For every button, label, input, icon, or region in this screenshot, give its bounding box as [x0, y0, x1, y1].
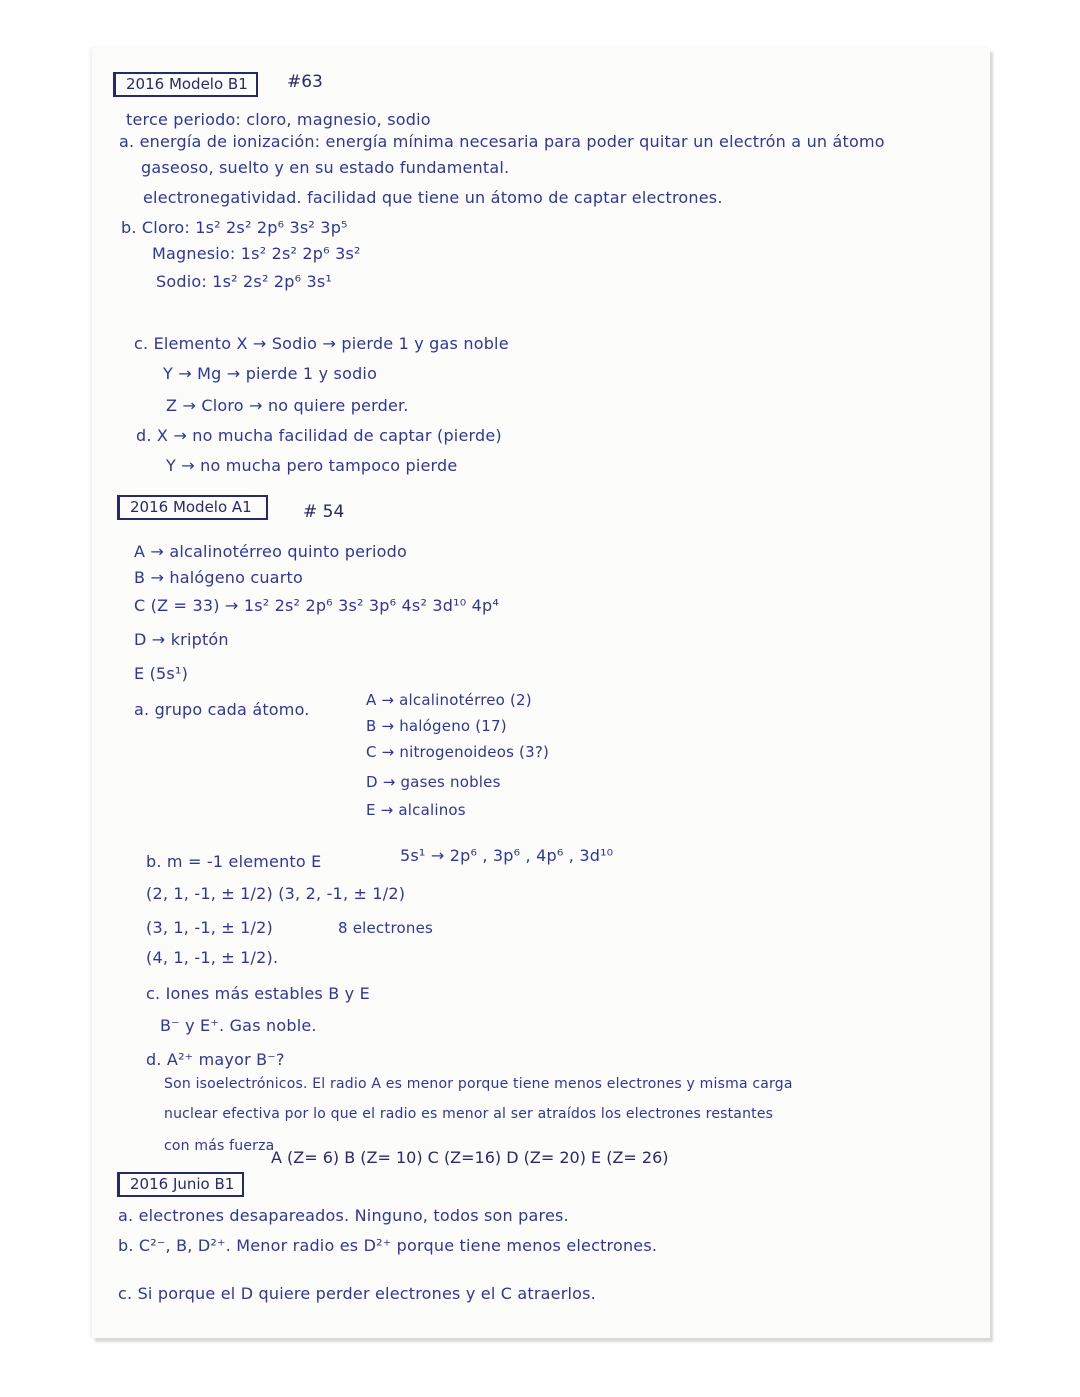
note-line: B⁻ y E⁺. Gas noble. [160, 1016, 317, 1035]
section-header-modelo-b1: 2016 Modelo B1 [113, 72, 258, 97]
note-line: E (5s¹) [134, 664, 189, 683]
note-line: electronegatividad. facilidad que tiene un átomo de captar electrones. [143, 188, 723, 207]
note-line: a. energía de ionización: energía mínima necesaria para poder quitar un electrón a un átomo [119, 132, 885, 151]
note-line: C → nitrogenoideos (3?) [366, 743, 550, 761]
note-line: E → alcalinos [366, 801, 466, 819]
note-line: A → alcalinotérreo quinto periodo [134, 542, 407, 561]
exercise-number: #63 [287, 72, 323, 92]
note-line: Sodio: 1s² 2s² 2p⁶ 3s¹ [156, 272, 333, 291]
note-line: c. Iones más estables B y E [146, 984, 370, 1003]
note-line: A → alcalinotérreo (2) [366, 691, 532, 709]
note-line: Z → Cloro → no quiere perder. [166, 396, 409, 415]
note-line: Y → Mg → pierde 1 y sodio [163, 364, 378, 383]
note-line: d. X → no mucha facilidad de captar (pierde) [136, 426, 502, 445]
note-line: 5s¹ → 2p⁶ , 3p⁶ , 4p⁶ , 3d¹⁰ [400, 846, 614, 865]
note-line: Magnesio: 1s² 2s² 2p⁶ 3s² [152, 244, 361, 263]
note-line: d. A²⁺ mayor B⁻? [146, 1050, 285, 1069]
note-line: (4, 1, -1, ± 1/2). [146, 948, 279, 967]
note-line: B → halógeno (17) [366, 717, 507, 735]
note-line: C (Z = 33) → 1s² 2s² 2p⁶ 3s² 3p⁶ 4s² 3d¹⁰ 4p⁴ [134, 596, 499, 615]
note-line: D → gases nobles [366, 773, 501, 791]
note-line: Son isoelectrónicos. El radio A es menor porque tiene menos electrones y misma carga [164, 1076, 793, 1092]
note-line: c. Si porque el D quiere perder electrones y el C atraerlos. [118, 1284, 596, 1303]
note-line: 8 electrones [338, 919, 434, 937]
note-line: D → kriptón [134, 630, 229, 649]
note-line: terce periodo: cloro, magnesio, sodio [126, 110, 431, 129]
note-line: B → halógeno cuarto [134, 568, 303, 587]
note-line: b. Cloro: 1s² 2s² 2p⁶ 3s² 3p⁵ [121, 218, 348, 237]
note-line: a. grupo cada átomo. [134, 700, 310, 719]
exercise-number: # 54 [303, 502, 345, 522]
section-header-modelo-a1: 2016 Modelo A1 [117, 495, 268, 520]
note-line: b. C²⁻, B, D²⁺. Menor radio es D²⁺ porque tiene menos electrones. [118, 1236, 658, 1255]
section-header-junio-b1: 2016 Junio B1 [117, 1172, 244, 1197]
note-line: Y → no mucha pero tampoco pierde [166, 456, 458, 475]
note-line: con más fuerza [164, 1138, 275, 1154]
atomic-numbers: A (Z= 6) B (Z= 10) C (Z=16) D (Z= 20) E (Z= 26) [271, 1148, 669, 1167]
note-line: gaseoso, suelto y en su estado fundamental. [141, 158, 510, 177]
note-line: b. m = -1 elemento E [146, 852, 322, 871]
note-line: a. electrones desapareados. Ninguno, todos son pares. [118, 1206, 569, 1225]
note-line: c. Elemento X → Sodio → pierde 1 y gas noble [134, 334, 509, 353]
note-line: (2, 1, -1, ± 1/2) (3, 2, -1, ± 1/2) [146, 884, 406, 903]
note-line: nuclear efectiva por lo que el radio es menor al ser atraídos los electrones restantes [164, 1106, 774, 1122]
note-line: (3, 1, -1, ± 1/2) [146, 918, 273, 937]
